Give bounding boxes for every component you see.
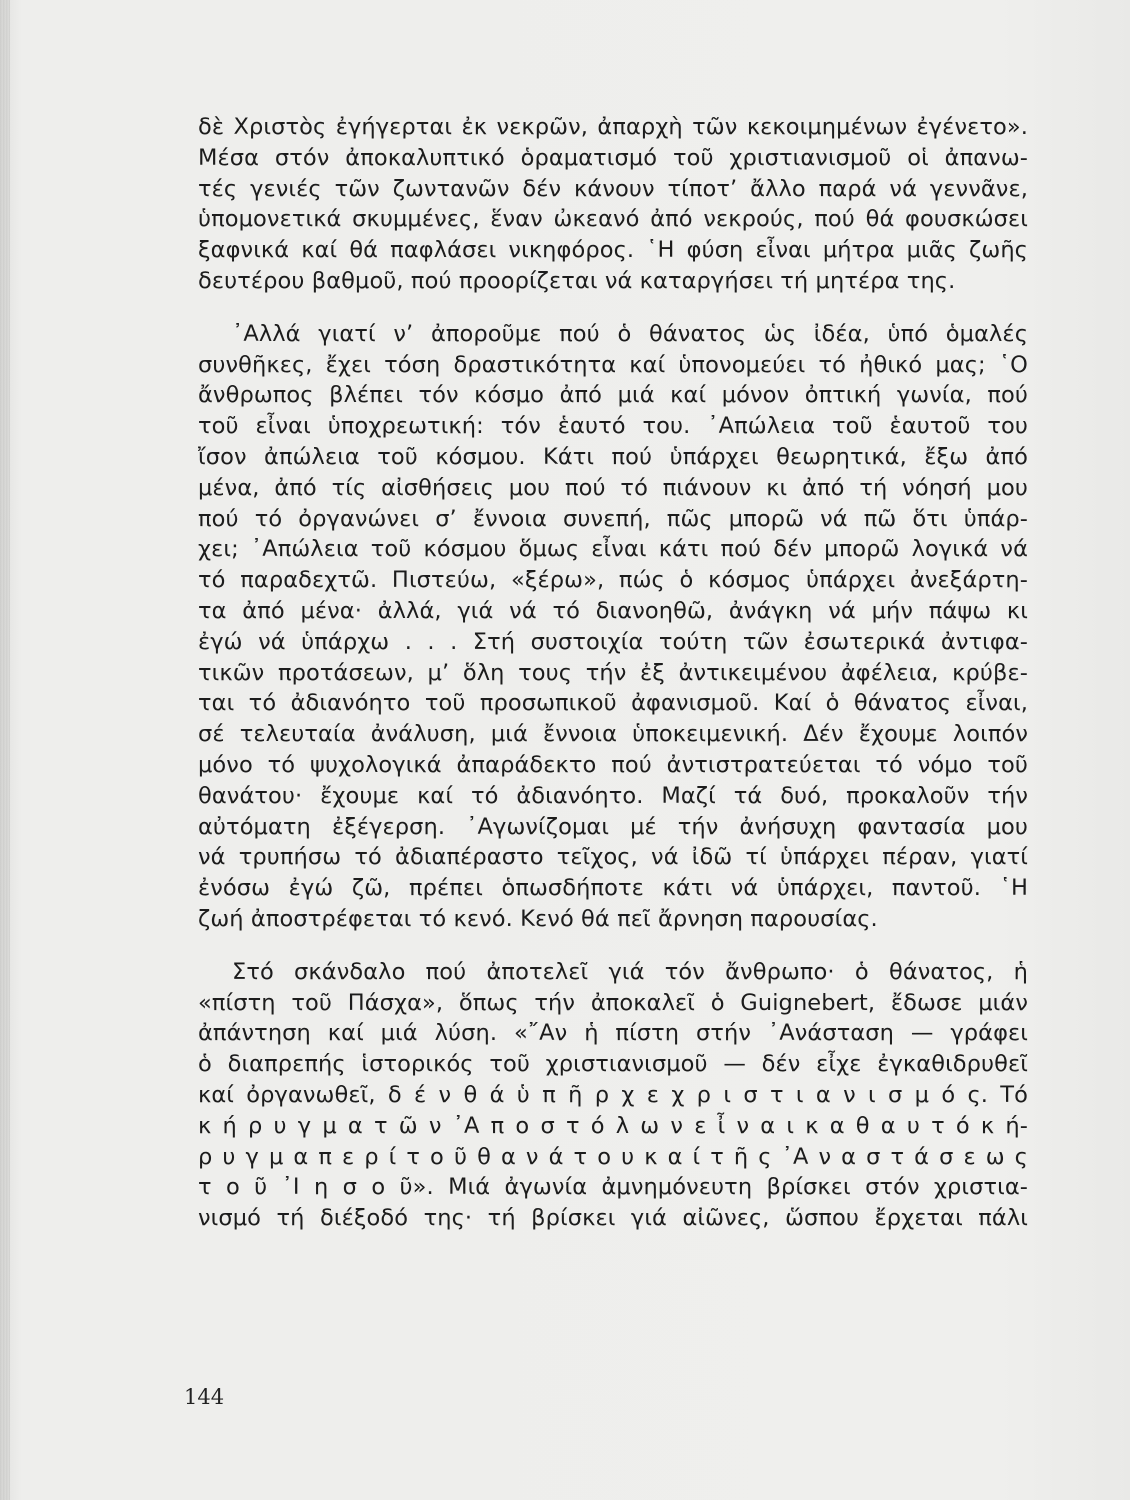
main-text	[198, 112, 1028, 1234]
text-line: δὲ Χριστὸς ἐγήγερται ἐκ νεκρῶν, ἀπαρχὴ τῶν κεκοιμημένων ἐγένετο».	[198, 114, 1028, 140]
text-line: νισμό τή διέξοδό της· τή βρίσκει γιά αἰῶνες, ὥσπου ἔρχεται πάλι	[198, 1205, 1028, 1232]
text-line: τό παραδεχτῶ. Πιστεύω, «ξέρω», πώς ὁ κόσμος ὑπάρχει ἀνεξάρτη-	[198, 567, 1028, 594]
text-line: ρ υ γ μ α π ε ρ ί τ ο ῦ θ α ν ά τ ο υ κ α ί τ ῆ ς ᾿Α ν α σ τ ά σ ε ω ς	[198, 1143, 1028, 1170]
text-line: πού τό ὀργανώνει σ’ ἔννοια συνεπή, πῶς μπορῶ νά πῶ ὅτι ὑπάρ-	[198, 505, 1028, 532]
paragraph-gap	[198, 297, 1028, 319]
text-line: αὐτόματη ἐξέγερση. ᾿Αγωνίζομαι μέ τήν ἀνήσυχη φαντασία μου	[198, 813, 1028, 840]
text-line: νά τρυπήσω τό ἀδιαπέραστο τεῖχος, νά ἰδῶ τί ὑπάρχει πέραν, γιατί	[198, 844, 1028, 871]
text-line: ὁ διαπρεπής ἱστορικός τοῦ χριστιανισμοῦ — δέν εἶχε ἐγκαθιδρυθεῖ	[198, 1051, 1028, 1078]
text-line: μένα, ἀπό τίς αἰσθήσεις μου πού τό πιάνουν κι ἀπό τή νόησή μου	[198, 474, 1028, 501]
text-line: θανάτου· ἔχουμε καί τό ἀδιανόητο. Μαζί τά δυό, προκαλοῦν τήν	[198, 782, 1028, 809]
text-line: Στό σκάνδαλο πού ἀποτελεῖ γιά τόν ἄνθρωπο· ὁ θάνατος, ἡ	[232, 958, 1028, 985]
text-line: σέ τελευταία ἀνάλυση, μιά ἔννοια ὑποκειμενική. Δέν ἔχουμε λοιπόν	[198, 721, 1028, 748]
text-line: δευτέρου βαθμοῦ, πού προορίζεται νά καταργήσει τή μητέρα της.	[198, 267, 956, 294]
page-number: 144	[184, 1385, 225, 1409]
text-line: ἐγώ νά ὑπάρχω . . . Στή συστοιχία τούτη τῶν ἐσωτερικά ἀντιφα-	[198, 628, 1028, 655]
text-line: τ ο ῦ ᾿Ι η σ ο ῦ». Μιά ἀγωνία ἀμνημόνευτη βρίσκει στόν χριστια-	[198, 1174, 1028, 1201]
text-line: κ ή ρ υ γ μ α τ ῶ ν ᾿Α π ο σ τ ό λ ω ν ε ἶ ν α ι κ α θ α υ τ ό κ ή-	[198, 1112, 1028, 1139]
text-line: Μέσα στόν ἀποκαλυπτικό ὁραματισμό τοῦ χριστιανισμοῦ οἱ ἀπανω-	[198, 144, 1028, 171]
text-line: τικῶν προτάσεων, μ’ ὅλη τους τήν ἐξ ἀντικειμένου ἀφέλεια, κρύβε-	[198, 659, 1028, 686]
text-line: ται τό ἀδιανόητο τοῦ προσωπικοῦ ἀφανισμοῦ. Καί ὁ θάνατος εἶναι,	[198, 690, 1028, 717]
text-line: τα ἀπό μένα· ἀλλά, γιά νά τό διανοηθῶ, ἀνάγκη νά μήν πάψω κι	[198, 597, 1028, 624]
text-line: συνθῆκες, ἔχει τόση δραστικότητα καί ὑπονομεύει τό ἠθικό μας; ῾Ο	[198, 351, 1028, 378]
text-line: τές γενιές τῶν ζωντανῶν δέν κάνουν τίποτ’ ἄλλο παρά νά γεννᾶνε,	[198, 175, 1028, 202]
text-line: ζωή ἀποστρέφεται τό κενό. Κενό θά πεῖ ἄρνηση παρουσίας.	[198, 905, 878, 932]
paragraph-2	[198, 319, 1028, 935]
text-line: ὑπομονετικά σκυμμένες, ἕναν ὠκεανό ἀπό νεκρούς, πού θά φουσκώσει	[198, 206, 1028, 233]
text-line: ἴσον ἀπώλεια τοῦ κόσμου. Κάτι πού ὑπάρχει θεωρητικά, ἔξω ἀπό	[198, 443, 1028, 470]
text-line: τοῦ εἶναι ὑποχρεωτική: τόν ἑαυτό του. ᾿Απώλεια τοῦ ἑαυτοῦ του	[198, 413, 1028, 440]
text-line: ἀπάντηση καί μιά λύση. «῎Αν ἡ πίστη στήν ᾿Ανάσταση — γράφει	[198, 1020, 1028, 1047]
text-line: μόνο τό ψυχολογικά ἀπαράδεκτο πού ἀντιστρατεύεται τό νόμο τοῦ	[198, 751, 1028, 778]
paragraph-3	[198, 957, 1028, 1234]
text-line: ᾿Αλλά γιατί ν’ ἀποροῦμε πού ὁ θάνατος ὡς ἰδέα, ὑπό ὁμαλές	[232, 320, 1028, 347]
page-edge-shadow	[0, 0, 10, 1500]
text-line: καί ὀργανωθεῖ, δ έ ν θ ά ὑ π ῆ ρ χ ε χ ρ ι σ τ ι α ν ι σ μ ό ς. Τό	[198, 1081, 1028, 1108]
text-line: χει; ᾿Απώλεια τοῦ κόσμου ὅμως εἶναι κάτι πού δέν μπορῶ λογικά νά	[198, 536, 1028, 563]
paragraph-1	[198, 112, 1028, 297]
text-line: ἐνόσω ἐγώ ζῶ, πρέπει ὁπωσδήποτε κάτι νά ὑπάρχει, παντοῦ. ῾Η	[198, 875, 1028, 902]
text-line: «πίστη τοῦ Πάσχα», ὅπως τήν ἀποκαλεῖ ὁ Guignebert, ἔδωσε μιάν	[198, 989, 1028, 1016]
text-line: ξαφνικά καί θά παφλάσει νικηφόρος. ῾Η φύση εἶναι μήτρα μιᾶς ζωῆς	[198, 237, 1028, 264]
paragraph-gap	[198, 935, 1028, 957]
text-line: ἄνθρωπος βλέπει τόν κόσμο ἀπό μιά καί μόνον ὀπτική γωνία, πού	[198, 382, 1028, 409]
